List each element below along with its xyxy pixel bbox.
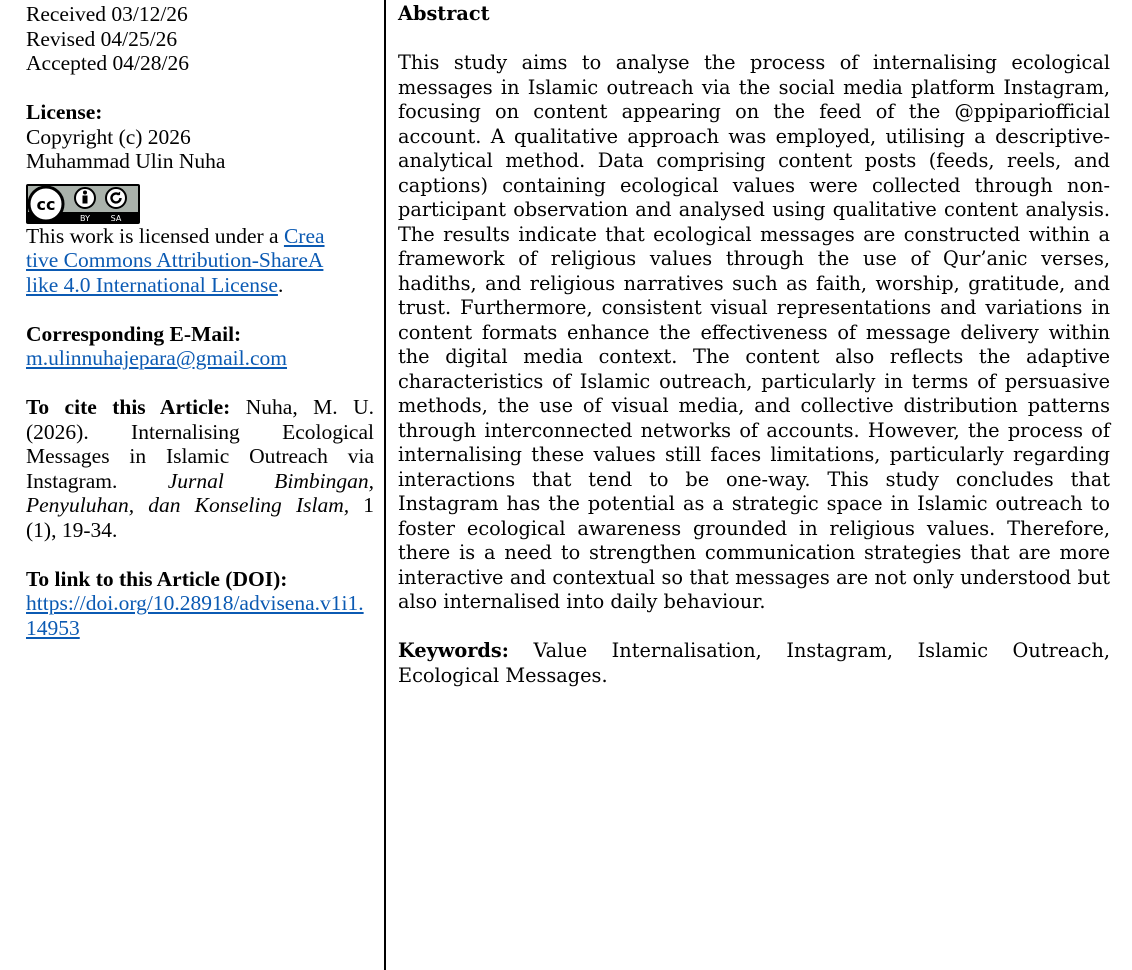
accepted-date: Accepted 04/28/26 bbox=[26, 51, 189, 75]
abstract-body: This study aims to analyse the process of internalising ecological messages in Islamic outreach via the social media platform Instagram, focusing on content appearing on the feed of the @ppipariofficial account. A qualitative approach was employed, utilising a descriptive-analytical method. Data comprising content posts (feeds, reels, and captions) containing ecological values were collected through non-participant observation and analysed using qualitative content analysis. The results indicate that ecological messages are constructed within a framework of religious values through the use of Qur’anic verses, hadiths, and religious narratives such as faith, worship, gratitude, and trust. Furthermore, consistent visual representations and variations in content formats enhance the effectiveness of message delivery within the digital media context. The content also reflects the adaptive characteristics of Islamic outreach, particularly in terms of persuasive methods, the use of visual media, and collective distribution patterns through interconnected networks of accounts. However, the process of internalising these values still faces limitations, particularly regarding interactions that tend to be one-way. This study concludes that Instagram has the potential as a strategic space in Islamic outreach to foster ecological awareness grounded in religious values. Therefore, there is a need to strengthen communication strategies that are more interactive and contextual so that messages are not only understood but also internalised into daily behaviour. bbox=[398, 51, 1110, 613]
keywords-line bbox=[398, 639, 1110, 688]
corresponding-email-line bbox=[26, 346, 374, 371]
metadata-column bbox=[26, 2, 374, 640]
citation-heading: To cite this Article: bbox=[26, 395, 231, 419]
license-heading: License: bbox=[26, 100, 103, 124]
badge-sa-label: SA bbox=[110, 213, 122, 223]
license-link[interactable]: Creative Commons Attribution-ShareAlike 4.0 International License bbox=[26, 223, 325, 297]
keywords-text: Value Internalisation, Instagram, Islamic Outreach, Ecological Messages. bbox=[398, 639, 1110, 687]
received-date: Received 03/12/26 bbox=[26, 2, 188, 26]
doi-line bbox=[26, 591, 374, 640]
revised-date: Revised 04/25/26 bbox=[26, 26, 178, 51]
doi-heading: To link to this Article (DOI): bbox=[26, 566, 288, 591]
corresponding-heading: Corresponding E-Mail: bbox=[26, 321, 242, 346]
copyright-text: Copyright (c) 2026 Muhammad Ulin Nuha bbox=[26, 124, 226, 173]
corresponding-email-link[interactable]: m.ulinnuhajepara@gmail.com bbox=[26, 346, 288, 370]
column-divider bbox=[384, 0, 386, 970]
keywords-label: Keywords: bbox=[398, 639, 509, 662]
journal-name: Jurnal Bimbingan, Penyuluhan, dan Konseling Islam, bbox=[26, 468, 374, 517]
license-notice: This work is licensed under a Creative Commons Attribution-ShareAlike 4.0 International License. bbox=[26, 223, 325, 297]
badge-by-label: BY bbox=[80, 213, 90, 223]
cc-by-sa-badge-icon bbox=[26, 184, 140, 224]
svg-text:cc: cc bbox=[36, 194, 56, 214]
citation-block: To cite this Article: Nuha, M. U. (2026). Internalising Ecological Messages in Islamic Outreach via Instagram. Jurnal Bimbingan, Penyuluhan, dan Konseling Islam, 1 (1), 19-34. bbox=[26, 395, 375, 542]
abstract-column bbox=[398, 2, 1110, 688]
doi-link[interactable]: https://doi.org/10.28918/advisena.v1i1.14953 bbox=[26, 591, 364, 640]
abstract-heading: Abstract bbox=[398, 2, 490, 25]
